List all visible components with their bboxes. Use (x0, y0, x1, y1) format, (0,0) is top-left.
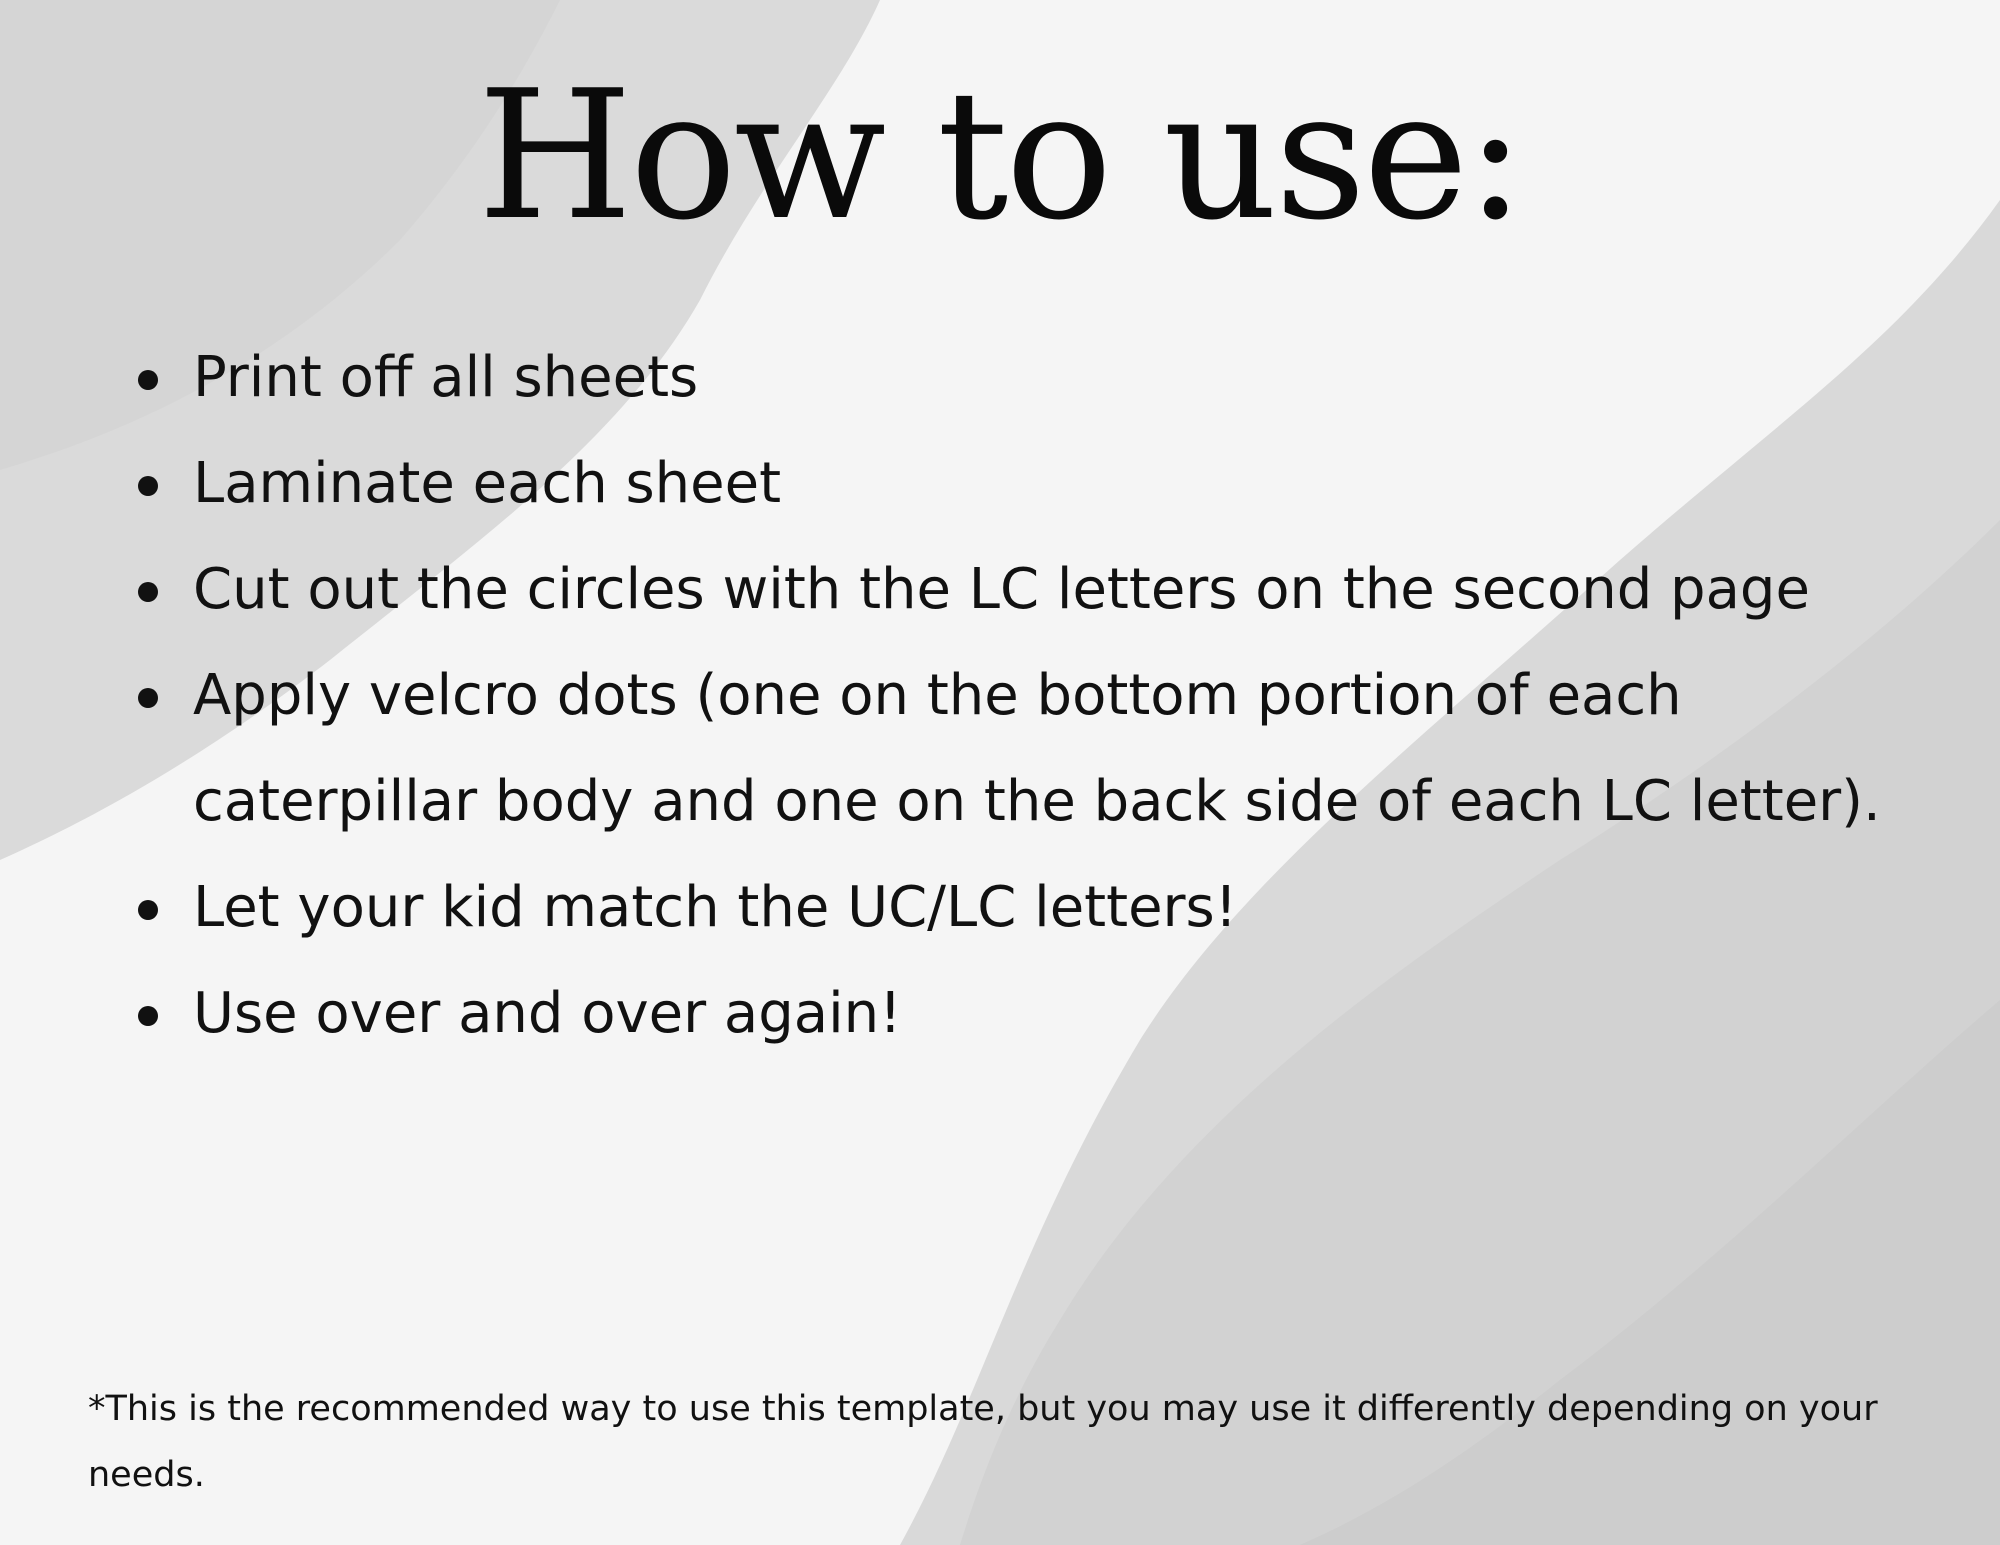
list-item-text: Print off all sheets (193, 345, 699, 410)
list-item (130, 961, 1920, 1067)
bullet-icon (138, 476, 158, 496)
list-item-text: Use over and over again! (193, 981, 902, 1046)
list-item (130, 431, 1920, 537)
list-item-text: Let your kid match the UC/LC letters! (193, 875, 1238, 940)
list-item (130, 325, 1920, 431)
bullet-icon (138, 688, 158, 708)
footnote: *This is the recommended way to use this template, but you may use it differently depending on your needs. (88, 1389, 1878, 1495)
bullet-icon (138, 370, 158, 390)
bullet-icon (138, 1006, 158, 1026)
list-item-text: Laminate each sheet (193, 451, 782, 516)
list-item-text: Apply velcro dots (one on the bottom portion of each caterpillar body and one on the back side of each LC letter). (193, 663, 1881, 834)
instruction-list (130, 325, 1920, 1067)
bullet-icon (138, 582, 158, 602)
list-item (130, 537, 1920, 643)
list-item (130, 643, 1920, 855)
list-item (130, 855, 1920, 961)
page-title: How to use: (477, 52, 1523, 259)
bullet-icon (138, 900, 158, 920)
list-item-text: Cut out the circles with the LC letters on the second page (193, 557, 1810, 622)
